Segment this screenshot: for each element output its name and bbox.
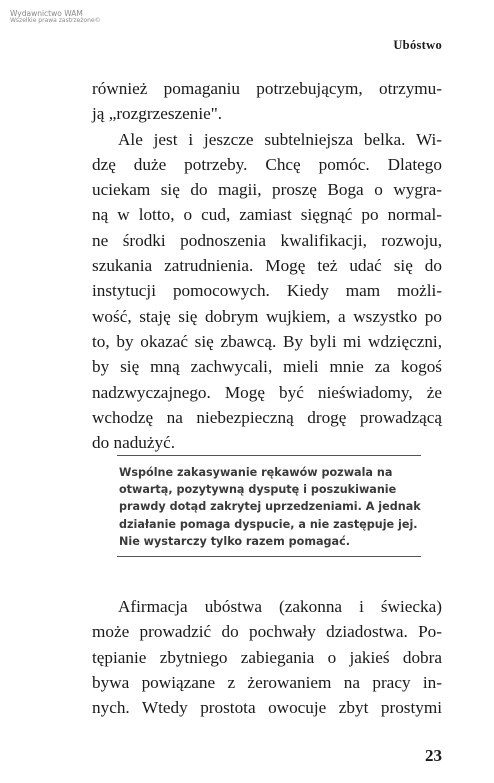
paragraph-2 — [92, 127, 442, 456]
page-number: 23 — [425, 746, 442, 765]
pullquote-line: Wspólne zakasywanie rękawów pozwala na — [119, 466, 393, 479]
publisher-watermark — [10, 10, 101, 25]
text-line: Ale jest i jeszcze subtelniejsza belka. Wi- — [118, 129, 442, 149]
text-line: to, by okazać się zbawcą. By byli mi wdzięczni, — [92, 331, 442, 351]
text-line: by się mną zachwycali, mieli mnie za kogoś — [92, 357, 442, 377]
paragraph-1 — [92, 76, 442, 127]
watermark-rights: Wszelkie prawa zastrzeżone© — [10, 17, 101, 25]
text-line: nadzwyczajnego. Mogę być nieświadomy, że — [92, 382, 442, 402]
watermark-publisher: Wydawnictwo WAM — [10, 9, 83, 18]
text-line: uciekam się do magii, proszę Boga o wygra- — [92, 180, 442, 200]
main-text — [92, 76, 442, 455]
pullquote-line: Nie wystarczy tylko razem pomagać. — [119, 534, 350, 548]
text-line: ną w lotto, o cud, zamiast sięgnąć po normal- — [92, 205, 442, 225]
text-line: wchodzę na niebezpieczną drogę prowadzącą — [92, 407, 442, 427]
running-head: Ubóstwo — [393, 38, 442, 52]
text-line: ją „rozgrzeszenie". — [92, 104, 223, 124]
text-line: nych. Wtedy prostota owocuje zbyt prostymi — [92, 698, 442, 718]
text-line: Afirmacja ubóstwa (zakonna i świecka) — [118, 597, 442, 616]
text-line: dzę duże potrzeby. Chcę pomóc. Dlatego — [92, 154, 442, 174]
text-line: do nadużyć. — [92, 433, 176, 453]
text-line: wość, staję się dobrym wujkiem, a wszystko po — [92, 306, 442, 326]
pullquote-line: działanie pomaga dyspucie, a nie zastępuje jej. — [119, 517, 418, 531]
text-line: może prowadzić do pochwały dziadostwa. Po- — [92, 622, 442, 642]
text-line: instytucji pomocowych. Kiedy mam możli- — [92, 281, 442, 301]
pullquote-line: prawdy dotąd zakrytej uprzedzeniami. A jednak — [119, 500, 421, 514]
text-line: ne środki podnoszenia kwalifikacji, rozwoju, — [92, 230, 442, 250]
text-line: również pomaganiu potrzebującym, otrzymu- — [92, 79, 442, 98]
paragraph-3 — [92, 594, 442, 720]
pullquote-line: otwartą, pozytywną dysputę i poszukiwanie — [119, 483, 397, 497]
text-line: tępianie zbytniego zabiegania o jakieś dobra — [92, 647, 442, 667]
main-text-continued — [92, 594, 442, 720]
text-line: szukania zatrudnienia. Mogę też udać się do — [92, 256, 442, 276]
pull-quote — [117, 455, 421, 557]
text-line: bywa powiązane z żerowaniem na pracy in- — [92, 672, 442, 692]
